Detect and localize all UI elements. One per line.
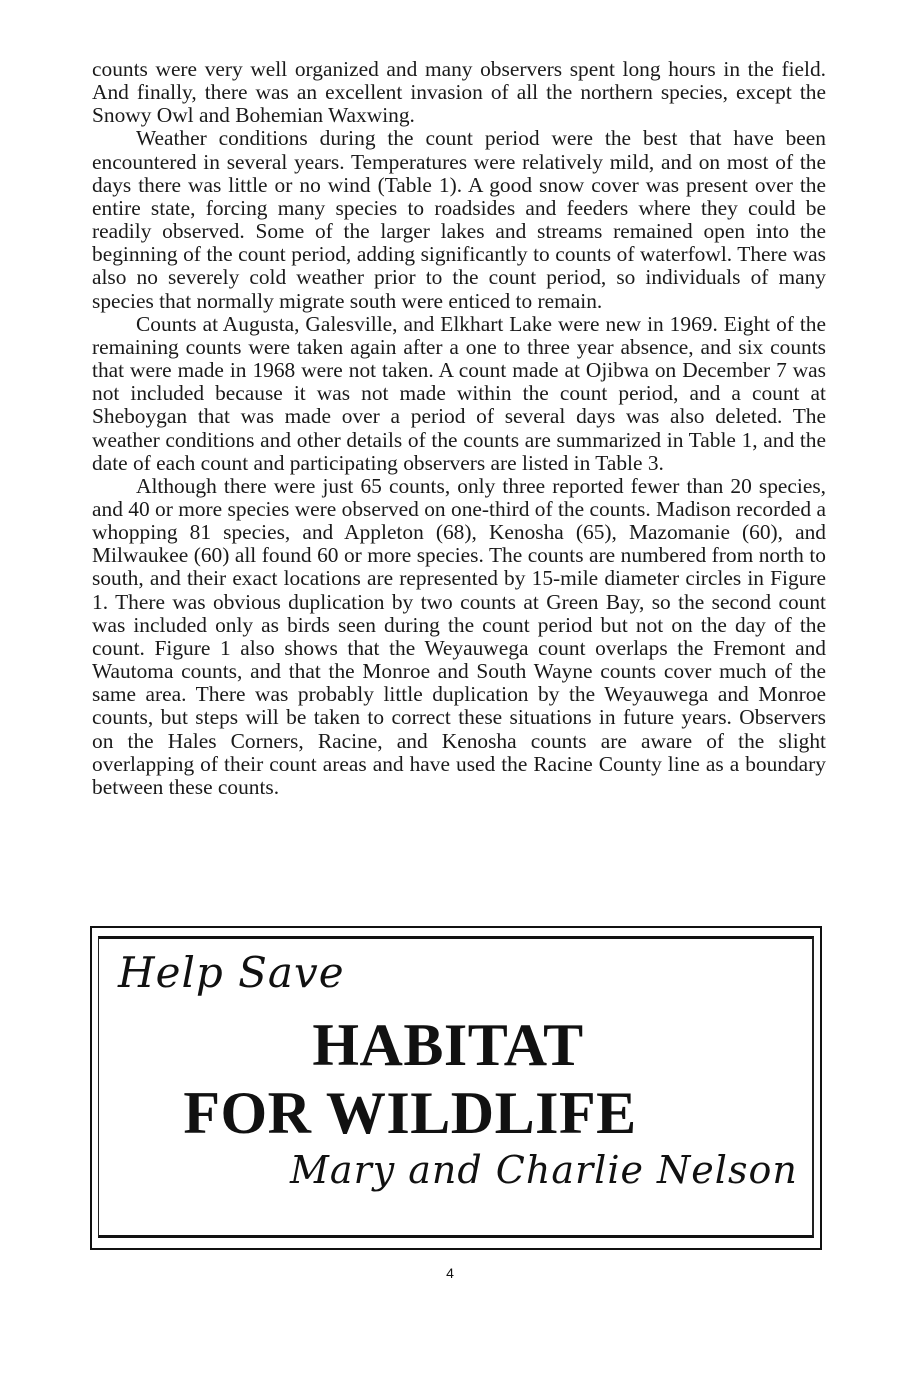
paragraph-1: counts were very well organized and many observers spent long hours in the field. And finally, there was an excellent invasion of all the northern species, except the Snowy Owl and Bohemian Waxwing. [92, 57, 826, 128]
paragraph-2: Weather conditions during the count period were the best that have been encountered in several years. Temperatures were relatively mild, and on most of the days there was little or no wind (Table 1). A good snow cover was present over the entire state, forcing many species to roadsides and feeders where they could be readily observed. Some of the larger lakes and streams remained open into the beginning of the count period, adding significantly to counts of waterfowl. There was also no severely cold weather prior to the count period, so individuals of many species that normally migrate south were enticed to remain. [92, 126, 826, 313]
ad-sponsor-signature: Mary and Charlie Nelson [290, 1148, 798, 1192]
ad-script-heading: Help Save [118, 948, 345, 997]
ad-headline-line-2: FOR WILDLIFE [183, 1080, 637, 1146]
page-number: 4 [446, 1265, 454, 1281]
paragraph-3: Counts at Augusta, Galesville, and Elkhart Lake were new in 1969. Eight of the remaining counts were taken again after a one to three year absence, and six counts that were made in 1968 were not taken. A count made at Ojibwa on December 7 was not included because it was not made within the count period, and a count at Sheboygan that was made over a period of several days was also deleted. The weather conditions and other details of the counts are summarized in Table 1, and the date of each count and participating observers are listed in Table 3. [92, 311, 826, 475]
paragraph-4: Although there were just 65 counts, only three reported fewer than 20 species, and 40 or more species were observed on one-third of the counts. Madison recorded a whopping 81 species, and Appleton (68), Kenosha (65), Mazomanie (60), and Milwaukee (60) all found 60 or more species. The counts are numbered from north to south, and their exact locations are represented by 15-mile diameter circles in Figure 1. There was obvious duplication by two counts at Green Bay, so the second count was included only as birds seen during the count period but not on the day of the count. Figure 1 also shows that the Weyauwega count overlaps the Fremont and Wautoma counts, and that the Monroe and South Wayne counts cover much of the same area. There was probably little duplication by the Weyauwega and Monroe counts, but steps will be taken to correct these situations in future years. Observers on the Hales Corners, Racine, and Kenosha counts are aware of the slight overlapping of their count areas and have used the Racine County line as a boundary between these counts. [92, 473, 826, 799]
article-text [92, 58, 826, 799]
page-body [92, 58, 826, 799]
ad-headline-line-1: HABITAT [312, 1012, 584, 1078]
